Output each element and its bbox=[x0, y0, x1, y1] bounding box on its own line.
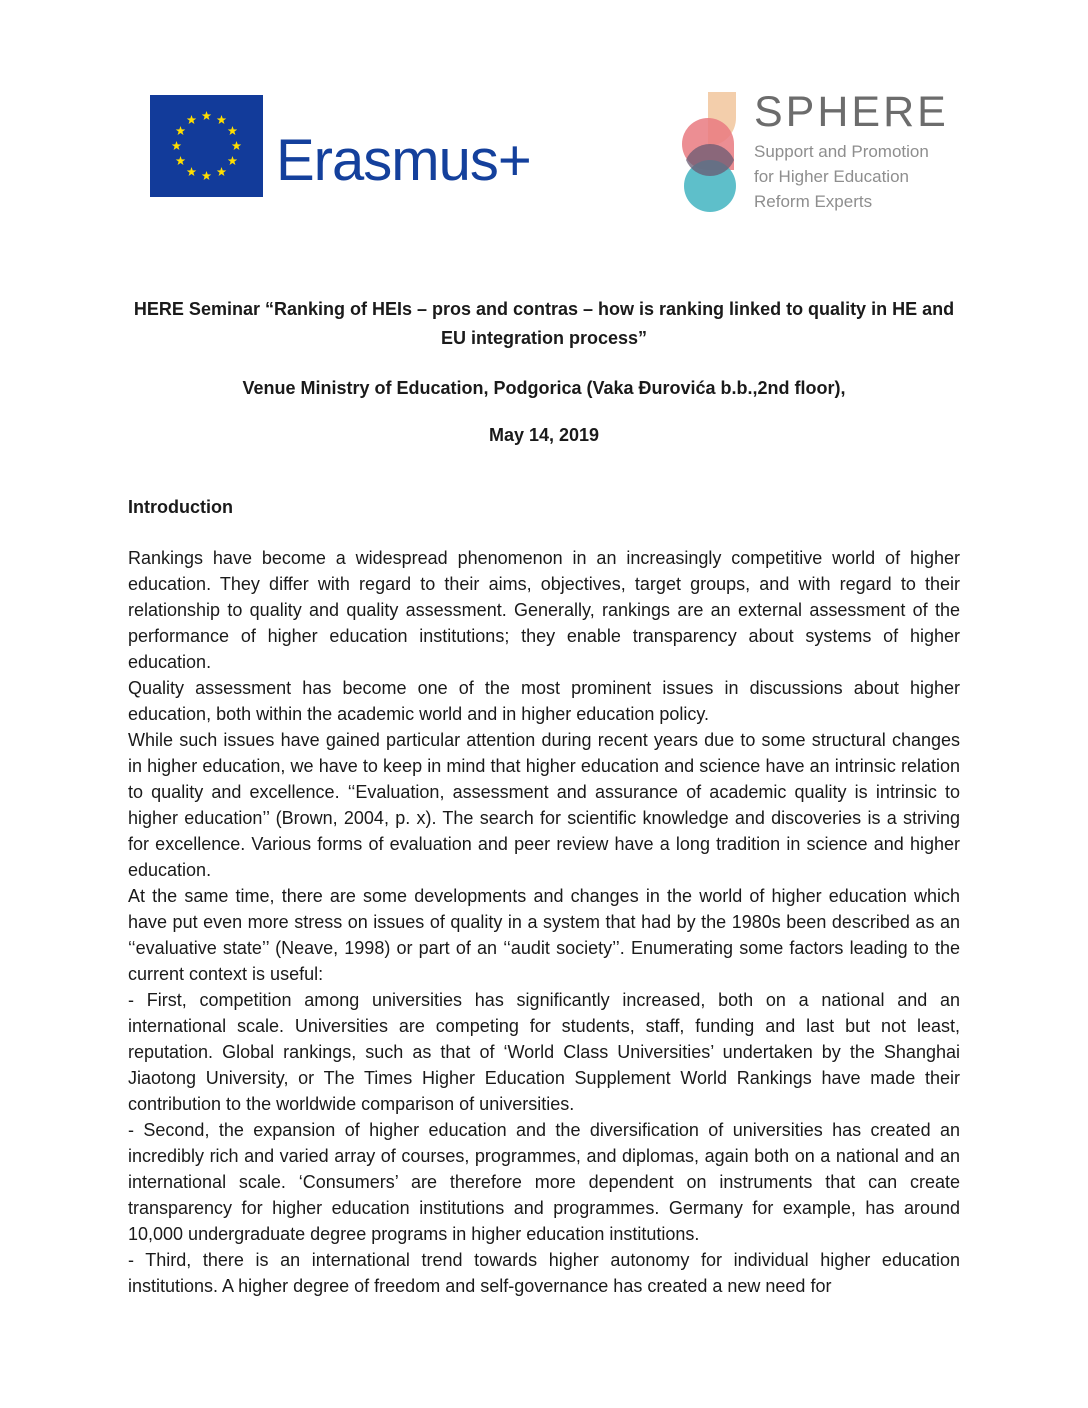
sphere-tagline-line-2: for Higher Education bbox=[754, 167, 909, 186]
seminar-venue: Venue Ministry of Education, Podgorica (Vaka Đurovića b.b.,2nd floor), bbox=[242, 378, 846, 398]
eu-flag-logo bbox=[150, 95, 263, 197]
sphere-tagline-line-3: Reform Experts bbox=[754, 192, 873, 211]
paragraph: While such issues have gained particular attention during recent years due to some structural changes in higher education, we have to keep in mind that higher education and science have an intrinsic relation to quality and excellence. ‘‘Evaluation, assessment and assurance of academic quality is intrinsic to higher education’’ (Brown, 2004, p. x). The search for scientific knowledge and discoveries is a striving for excellence. Various forms of evaluation and peer review have a long tradition in science and higher education. bbox=[128, 730, 960, 880]
sphere-tagline bbox=[754, 139, 929, 214]
paragraph: - Second, the expansion of higher education and the diversification of universities has created an incredibly rich and varied array of courses, programmes, and diplomas, again both on a national and an international scale. ‘Consumers’ are therefore more dependent on instruments that can create transparency for higher education institutions and programmes. Germany for example, has around 10,000 undergraduate degree programs in higher education institutions. bbox=[128, 1120, 960, 1244]
seminar-title: HERE Seminar “Ranking of HEIs – pros and contras – how is ranking linked to quality in HE and EU integration process” bbox=[133, 299, 955, 348]
eu-star-icon bbox=[172, 141, 182, 150]
section-body bbox=[128, 545, 960, 1299]
paragraph: Quality assessment has become one of the most prominent issues in discussions about higher education, both within the academic world and in higher education policy. bbox=[128, 678, 960, 724]
paragraph: - First, competition among universities has significantly increased, both on a national and an international scale. Universities are competing for students, staff, funding and last but not least, reputation. Global rankings, such as that of ‘World Class Universities’ undertaken by the Shanghai Jiaotong University, or The Times Higher Education Supplement World Rankings have made their contribution to the worldwide comparison of universities. bbox=[128, 990, 960, 1114]
sphere-logo-mark bbox=[678, 88, 748, 216]
eu-star-icon bbox=[217, 167, 227, 176]
paragraph: - Third, there is an international trend towards higher autonomy for individual higher education institutions. A higher degree of freedom and self-governance has created a new need for bbox=[128, 1250, 960, 1296]
eu-star-icon bbox=[187, 115, 197, 124]
eu-star-icon bbox=[228, 126, 238, 135]
paragraph: Rankings have become a widespread phenomenon in an increasingly competitive world of higher education. They differ with regard to their aims, objectives, target groups, and with regard to their relationship to quality and quality assessment. Generally, rankings are an external assessment of the performance of higher education institutions; they enable transparency about systems of higher education. bbox=[128, 548, 960, 672]
erasmus-plus-wordmark: Erasmus+ bbox=[276, 128, 531, 193]
eu-star-icon bbox=[232, 141, 242, 150]
seminar-date: May 14, 2019 bbox=[488, 425, 600, 445]
eu-star-icon bbox=[202, 111, 212, 120]
eu-stars-circle bbox=[150, 95, 263, 197]
paragraph: At the same time, there are some developments and changes in the world of higher education which have put even more stress on issues of quality in a system that had by the 1980s been described as an ‘‘evaluative state’’ (Neave, 1998) or part of an ‘‘audit society’’. Enumerating some factors leading to the current context is useful: bbox=[128, 886, 960, 984]
eu-star-icon bbox=[202, 171, 212, 180]
eu-star-icon bbox=[228, 156, 238, 165]
section-heading: Introduction bbox=[128, 497, 233, 517]
eu-star-icon bbox=[217, 115, 227, 124]
eu-star-icon bbox=[176, 156, 186, 165]
eu-star-icon bbox=[187, 167, 197, 176]
sphere-tagline-line-1: Support and Promotion bbox=[754, 142, 929, 161]
eu-star-icon bbox=[176, 126, 186, 135]
sphere-wordmark: SPHERE bbox=[754, 88, 949, 136]
